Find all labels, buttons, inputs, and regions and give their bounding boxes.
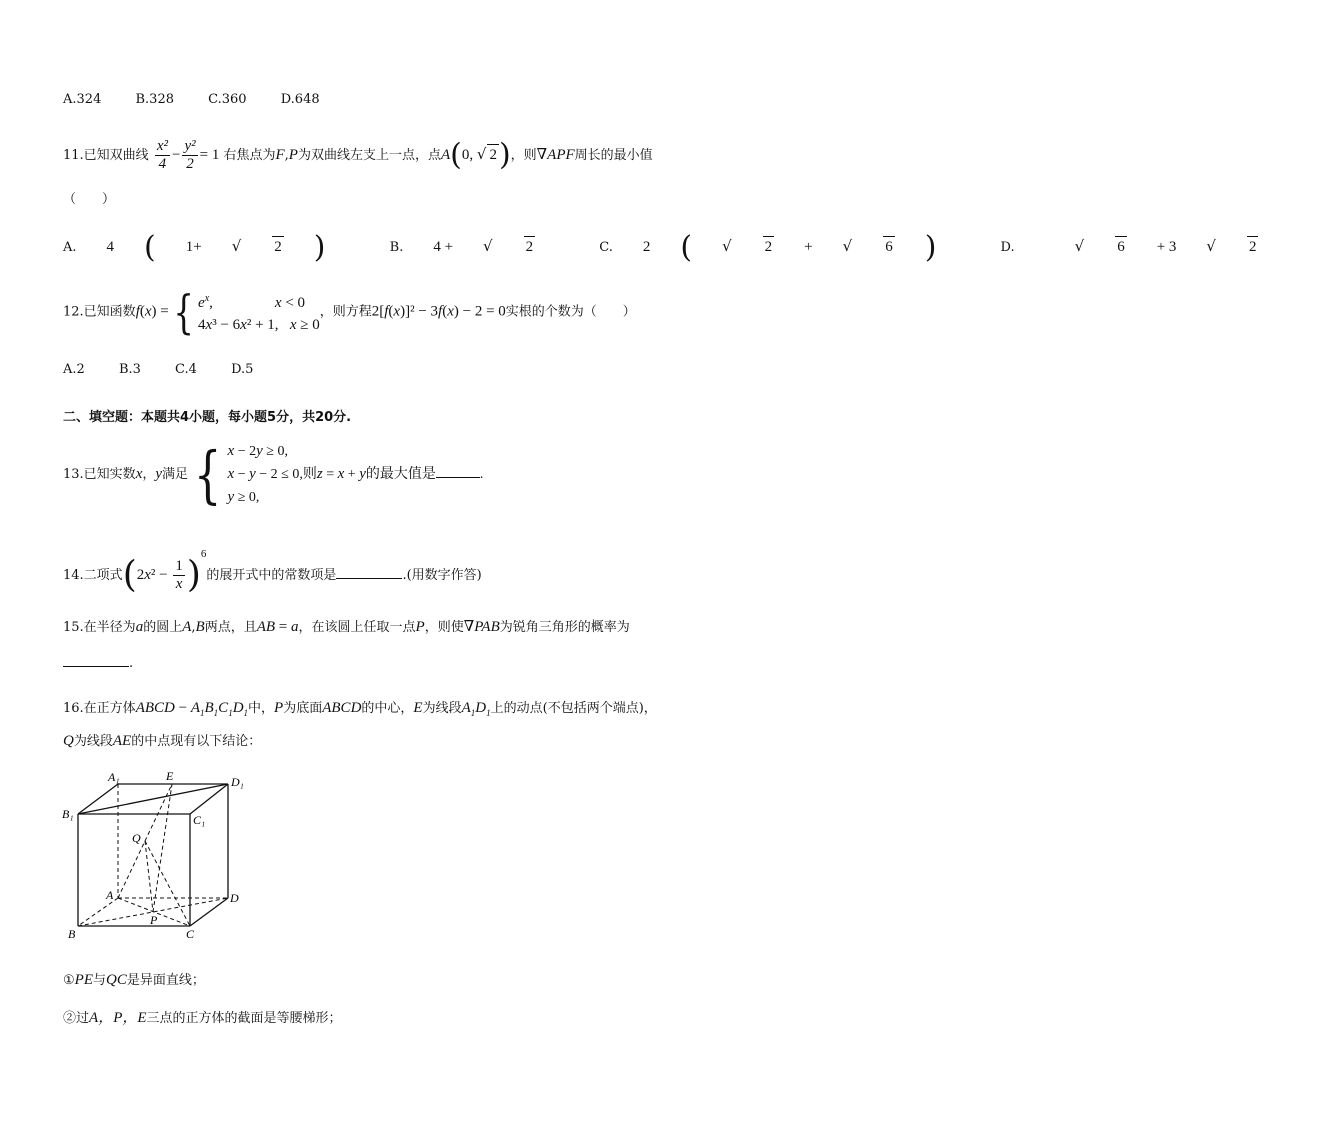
q14-stem: 14.二项式(2x² − $\frac{1}{x}$ )$^6$的展开式中的常数项是 .(用数字作答) — [63, 548, 482, 596]
edge-d1-c1 — [190, 784, 228, 814]
q10-option-c: C.360 — [208, 92, 247, 107]
q12-option-a: A.2 — [63, 362, 85, 377]
q10-options — [63, 90, 350, 110]
q11-option-c: C.2 ( √ 2+√ 6 ) — [599, 229, 937, 265]
hidden-a-b — [78, 898, 118, 926]
q13-stem: 13.已知实数x，y满足{ x − 2y ≥ 0, x − y − 2 ≤ 0,则z = x + y的最大值是 . y ≥ 0, — [63, 437, 484, 511]
label-d: D — [230, 891, 239, 905]
q12-stem: 12.已知函数f(x) ={ $e^x$, x < 0 4x³ − 6x² + 1, x ≥ 0 ，则方程2[f(x)]² − 3f(x) − 2 = 0实根的个数为（ ） — [63, 285, 636, 339]
q10-option-b: B.328 — [135, 92, 174, 107]
q12-option-b: B.3 — [118, 362, 141, 377]
q11-frac-x: $\frac{\text{x²}}{4}$ — [156, 138, 168, 172]
conclusion-2: ②过A，P，E三点的正方体的截面是等腰梯形； — [63, 1010, 342, 1026]
label-e: E — [166, 769, 174, 783]
q14-answer-blank — [336, 564, 402, 579]
q12-option-d: D.5 — [231, 362, 254, 377]
q11-options — [63, 229, 1318, 265]
q13-constraints: x − 2y ≥ 0, x − y − 2 ≤ 0,则z = x + y的最大值是 . y ≥ 0, — [227, 443, 484, 505]
label-q: Q — [132, 831, 141, 845]
label-p: P — [150, 913, 158, 927]
edge-d-c — [190, 898, 228, 926]
hidden-p-e — [153, 784, 172, 912]
q16-stem-line2: Q为线段AE的中点现有以下结论： — [63, 733, 262, 749]
q15-answer-line: . — [63, 652, 133, 674]
label-c: C — [186, 927, 195, 941]
q12-option-c: C.4 — [175, 362, 197, 377]
q14-frac: $\frac{1}{x}$ — [175, 558, 183, 592]
label-a: A — [106, 888, 114, 902]
cube-figure — [60, 768, 250, 948]
q11-paren: （ ） — [63, 192, 116, 207]
q11-option-d: D. √ 6+ 3 √ 2 — [1000, 237, 1257, 255]
q10-option-a: A.324 — [63, 92, 102, 107]
q15-answer-blank — [63, 652, 129, 667]
label-d1: D₁ — [231, 775, 244, 789]
q11-stem: 11.已知双曲线 $\frac{\text{x²}}{4}$ − $\frac{\text{y²}}{2}$ = 1 右焦点为F,P为双曲线左支上一点，点A(0, √ 2)，则∇APF周长的最小值 — [63, 137, 653, 173]
q10-option-d: D.648 — [280, 92, 320, 107]
q13-answer-blank — [436, 463, 480, 478]
q11-frac-y: $\frac{\text{y²}}{2}$ — [184, 138, 196, 172]
q12-piecewise: $e^x$, x < 0 4x³ − 6x² + 1, x ≥ 0 — [198, 293, 320, 333]
q12-options — [63, 360, 283, 380]
label-a1: A₁ — [108, 770, 120, 784]
diag-b1-d1 — [78, 784, 228, 814]
q11-option-a: A. 4 ( 1+ √ 2 ) — [63, 229, 326, 265]
hidden-q-p — [145, 841, 153, 912]
q11-option-b: B.4 +√ 2 — [389, 237, 534, 255]
q16-stem: 16.在正方体ABCD − $A_1B_1C_1D_1$中，P为底面ABCD的中心，E为线段$A_1D_1$上的动点(不包括两个端点)， — [63, 700, 657, 718]
section-2-title: 二、填空题：本题共4小题，每小题5分，共20分. — [63, 410, 352, 425]
label-c1: C₁ — [193, 813, 206, 827]
label-b1: B₁ — [62, 807, 74, 821]
conclusion-1: ①PE与QC是异面直线； — [63, 972, 205, 988]
q15-stem: 15.在半径为a的圆上A,B两点，且AB = a，在该圆上任取一点P，则使∇PAB为锐角三角形的概率为 — [63, 619, 630, 635]
label-b: B — [68, 927, 76, 941]
